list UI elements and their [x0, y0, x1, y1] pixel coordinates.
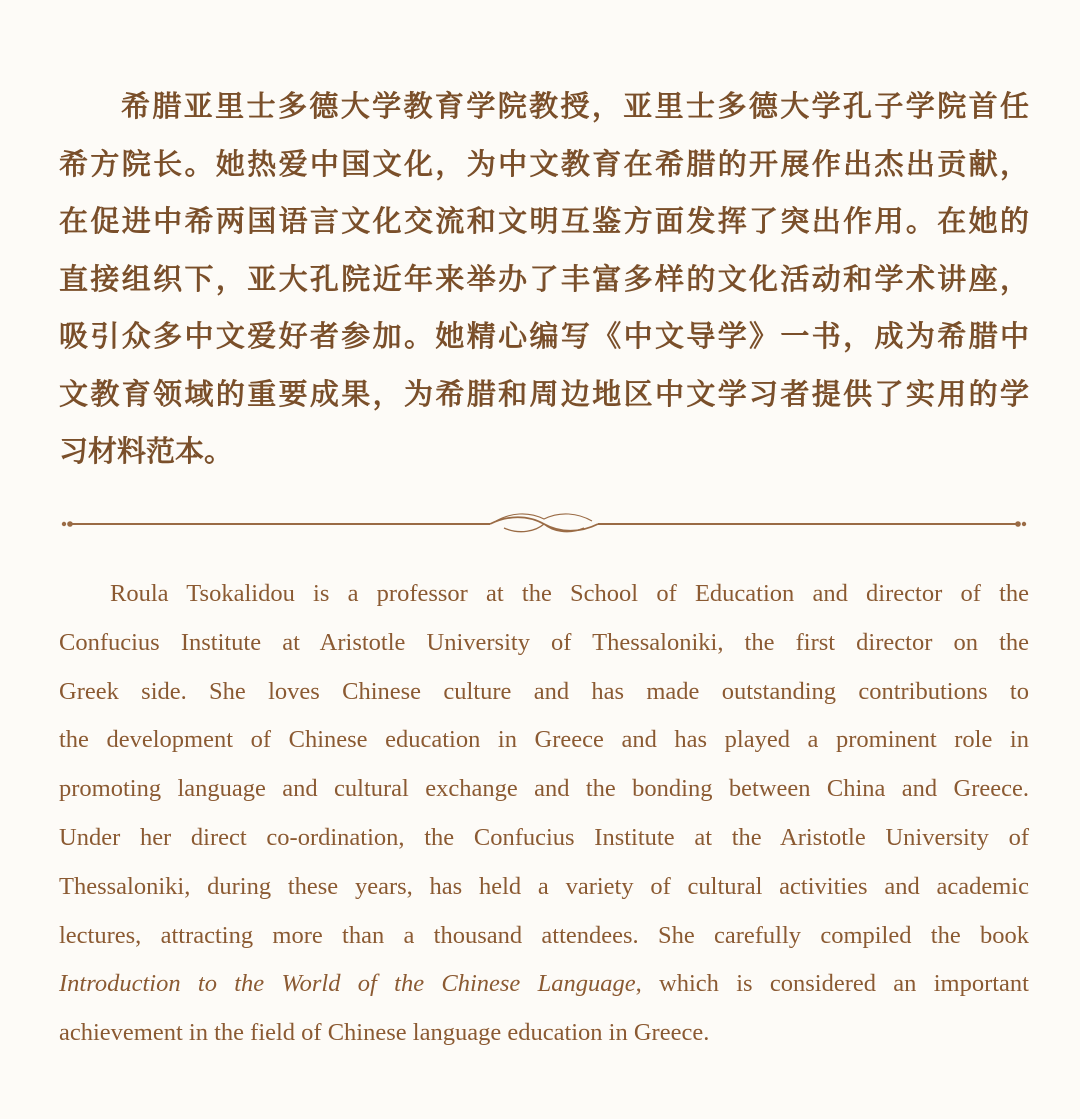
chinese-paragraph	[59, 78, 1029, 481]
english-line: Greek side. She loves Chinese culture and has made outstanding contributions to	[59, 677, 1029, 705]
english-line: Under her direct co-ordination, the Confucius Institute at the Aristotle University of	[59, 823, 1029, 851]
chinese-line: 文教育领域的重要成果，为希腊和周边地区中文学习者提供了实用的学	[59, 376, 1029, 411]
english-line: Roula Tsokalidou is a professor at the School of Education and director of the	[110, 580, 1029, 607]
chinese-line: 希方院长。她热爱中国文化，为中文教育在希腊的开展作出杰出贡献，	[59, 146, 1029, 181]
english-line: Confucius Institute at Aristotle University of Thessaloniki, the first director on the	[59, 628, 1029, 656]
english-line: promoting language and cultural exchange and the bonding between China and Greece.	[59, 775, 1029, 803]
chinese-line: 直接组织下，亚大孔院近年来举办了丰富多样的文化活动和学术讲座，	[59, 261, 1029, 296]
english-line: the development of Chinese education in Greece and has played a prominent role in	[59, 726, 1029, 754]
chinese-line: 习材料范本。	[59, 434, 234, 468]
chinese-line: 吸引众多中文爱好者参加。她精心编写《中文导学》一书，成为希腊中	[59, 319, 1029, 353]
ornamental-divider	[58, 505, 1030, 545]
english-line-remainder: , which is considered an important	[635, 970, 1029, 998]
book-title: Introduction to the World of the Chinese Language	[59, 970, 636, 998]
english-line-with-book-title	[59, 960, 1029, 1009]
english-line: lectures, attracting more than a thousand attendees. She carefully compiled the book	[59, 921, 1029, 949]
chinese-line: 希腊亚里士多德大学教育学院教授，亚里士多德大学孔子学院首任	[121, 89, 1029, 123]
english-line: Thessaloniki, during these years, has held a variety of cultural activities and academic	[59, 872, 1029, 900]
english-line: achievement in the field of Chinese language education in Greece.	[59, 1019, 710, 1047]
chinese-line: 在促进中希两国语言文化交流和文明互鉴方面发挥了突出作用。在她的	[59, 204, 1029, 238]
english-paragraph	[59, 570, 1029, 1058]
